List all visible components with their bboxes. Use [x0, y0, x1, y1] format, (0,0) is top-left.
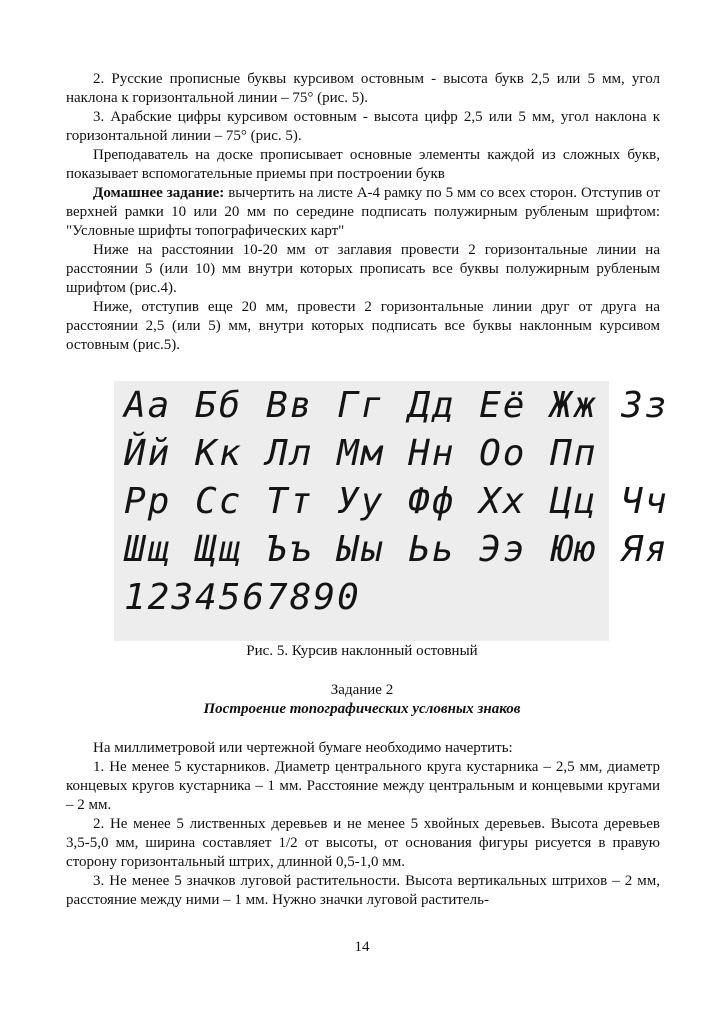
paragraph-teacher: Преподаватель на доске прописывает основные элементы каждой из сложных букв, показывает вспомогательные приемы при построении букв [66, 147, 660, 182]
paragraph-uppercase-italic: 2. Русские прописные буквы курсивом остовным - высота букв 2,5 или 5 мм, угол наклона к горизонтальной линии – 75° (рис. 5). [66, 71, 660, 106]
font-sample-row-4: Шщ Щщ Ъъ Ыы Ьь Ээ Юю Яя [124, 529, 669, 570]
figure-caption: Рис. 5. Курсив наклонный остовный [246, 643, 478, 659]
bottom-text-block [66, 739, 660, 910]
paragraph-meadow: 3. Не менее 5 значков луговой растительности. Высота вертикальных штрихов – 2 мм, расстояние между ними – 1 мм. Нужно значки луговой раститель- [66, 873, 660, 908]
paragraph-trees: 2. Не менее 5 лиственных деревьев и не менее 5 хвойных деревьев. Высота деревьев 3,5-5,0 мм, ширина составляет 1/2 от высоты, от основания фигуры рисуется в правую сторону горизонтальный штрих, длинной 0,5-1,0 мм. [66, 816, 660, 870]
font-sample-row-digits: 1234567890 [124, 577, 361, 618]
paragraph-lines-bold: Ниже на расстоянии 10-20 мм от заглавия провести 2 горизонтальные линии на расстоянии 5 (или 10) мм внутри которых прописать все буквы полужирным рубленым шрифтом (рис.4). [66, 242, 660, 296]
paragraph-shrubs: 1. Не менее 5 кустарников. Диаметр центрального круга кустарника – 2,5 мм, диаметр концевых кругов кустарника – 1 мм. Расстояние между центральным и концевыми кругами – 2 мм. [66, 759, 660, 813]
paragraph-intro: На миллиметровой или чертежной бумаге необходимо начертить: [93, 740, 513, 756]
homework-text: вычертить на листе А-4 рамку по 5 мм со всех сторон. Отступив от верхней рамки 10 или 20 мм по середине подписать полужирным рубленым шрифтом: "Условные шрифты топографических карт" [66, 185, 660, 239]
page-number: 14 [354, 939, 370, 955]
paragraph-lines-italic: Ниже, отступив еще 20 мм, провести 2 горизонтальные линии друг от друга на расстоянии 2,5 (или 5) мм, внутри которых подписать все буквы наклонным курсивом остовным (рис.5). [66, 299, 660, 353]
task-title: Задание 2 [330, 682, 394, 698]
font-sample-row-3: Рр Сс Тт Уу Фф Хх Цц Чч [124, 481, 669, 522]
task-subtitle: Построение топографических условных знаков [203, 701, 521, 717]
top-text-block [66, 70, 660, 355]
italic-font-sample-figure [114, 381, 669, 641]
font-sample-row-1: Аа Бб Вв Гг Дд Её Жж Зз [124, 385, 669, 426]
homework-label: Домашнее задание: [93, 185, 225, 201]
paragraph-arabic-digits: 3. Арабские цифры курсивом остовным - высота цифр 2,5 или 5 мм, угол наклона к горизонтальной линии – 75° (рис. 5). [66, 109, 660, 144]
paragraph-homework [66, 184, 660, 241]
font-sample-row-2: Йй Кк Лл Мм Нн Оо Пп [124, 433, 598, 474]
